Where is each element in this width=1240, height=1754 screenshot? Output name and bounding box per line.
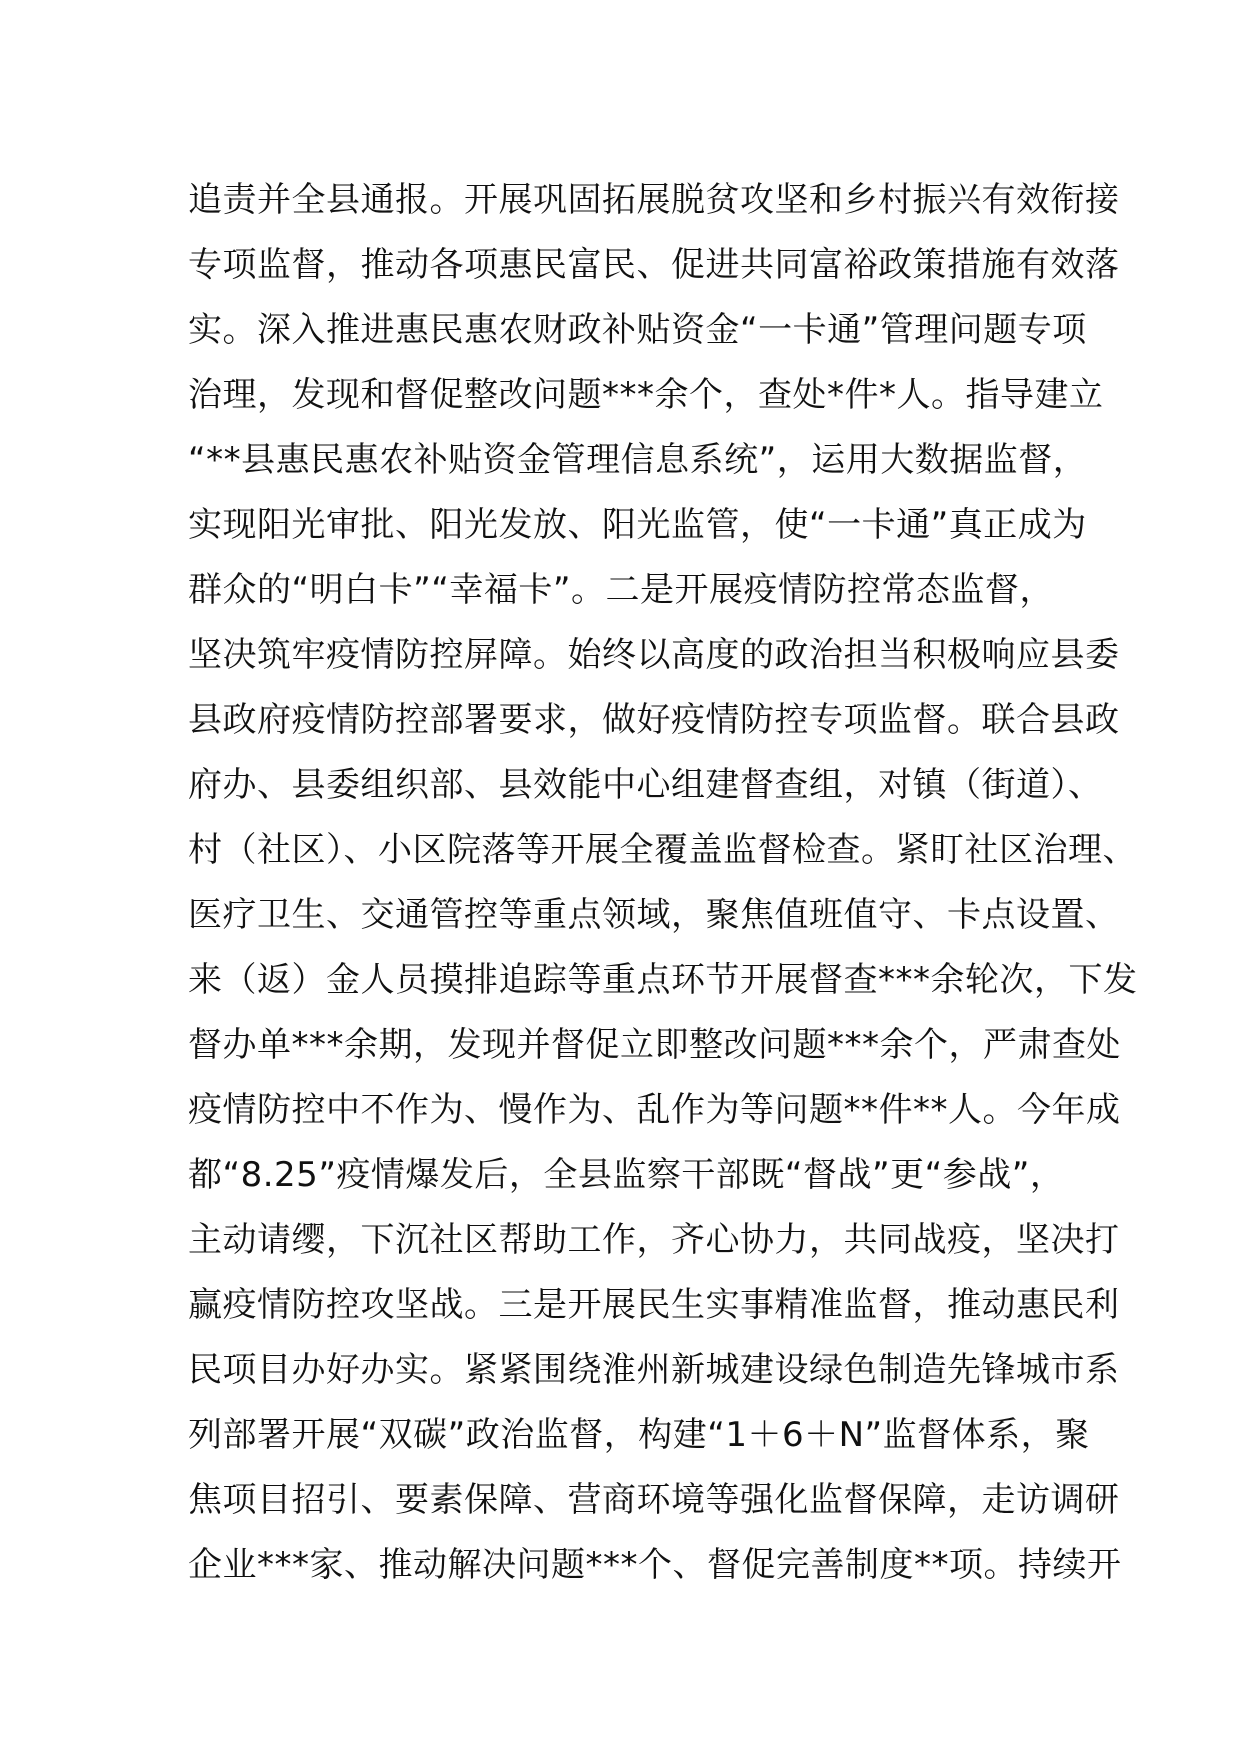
text-line-17: 主动请缨，下沉社区帮助工作，齐心协力，共同战疫，坚决打 [188,1220,1120,1260]
text-line-1: 追责并全县通报。开展巩固拓展脱贫攻坚和乡村振兴有效衔接 [188,180,1120,220]
text-line-21: 焦项目招引、要素保障、营商环境等强化监督保障，走访调研 [188,1480,1120,1520]
text-line-9: 县政府疫情防控部署要求，做好疫情防控专项监督。联合县政 [188,700,1120,740]
text-line-7: 群众的“明白卡”“幸福卡”。二是开展疫情防控常态监督， [188,570,1054,610]
text-line-20: 列部署开展“双碳”政治监督，构建“1＋6＋N”监督体系，聚 [188,1415,1090,1455]
text-line-6: 实现阳光审批、阳光发放、阳光监管，使“一卡通”真正成为 [188,505,1087,545]
text-line-14: 督办单***余期，发现并督促立即整改问题***余个，严肃查处 [188,1025,1121,1065]
text-line-16: 都“8.25”疫情爆发后，全县监察干部既“督战”更“参战”， [188,1155,1065,1195]
text-line-19: 民项目办好办实。紧紧围绕淮州新城建设绿色制造先锋城市系 [188,1350,1120,1390]
text-line-5: “**县惠民惠农补贴资金管理信息系统”，运用大数据监督， [188,440,1088,480]
body-text [188,168,1138,1598]
text-line-13: 来（返）金人员摸排追踪等重点环节开展督查***余轮次，下发 [188,960,1138,1000]
text-line-4: 治理，发现和督促整改问题***余个，查处*件*人。指导建立 [188,375,1104,415]
text-line-2: 专项监督，推动各项惠民富民、促进共同富裕政策措施有效落 [188,245,1120,285]
text-line-15: 疫情防控中不作为、慢作为、乱作为等问题**件**人。今年成 [188,1090,1121,1130]
text-line-11: 村（社区）、小区院落等开展全覆盖监督检查。紧盯社区治理、 [188,830,1137,870]
text-line-22: 企业***家、推动解决问题***个、督促完善制度**项。持续开 [188,1545,1122,1585]
text-line-8: 坚决筑牢疫情防控屏障。始终以高度的政治担当积极响应县委 [188,635,1120,675]
text-line-12: 医疗卫生、交通管控等重点领域，聚焦值班值守、卡点设置、 [188,895,1120,935]
text-line-3: 实。深入推进惠民惠农财政补贴资金“一卡通”管理问题专项 [188,310,1087,350]
text-line-18: 赢疫情防控攻坚战。三是开展民生实事精准监督，推动惠民利 [188,1285,1120,1325]
text-line-10: 府办、县委组织部、县效能中心组建督查组，对镇（街道）、 [188,765,1103,805]
